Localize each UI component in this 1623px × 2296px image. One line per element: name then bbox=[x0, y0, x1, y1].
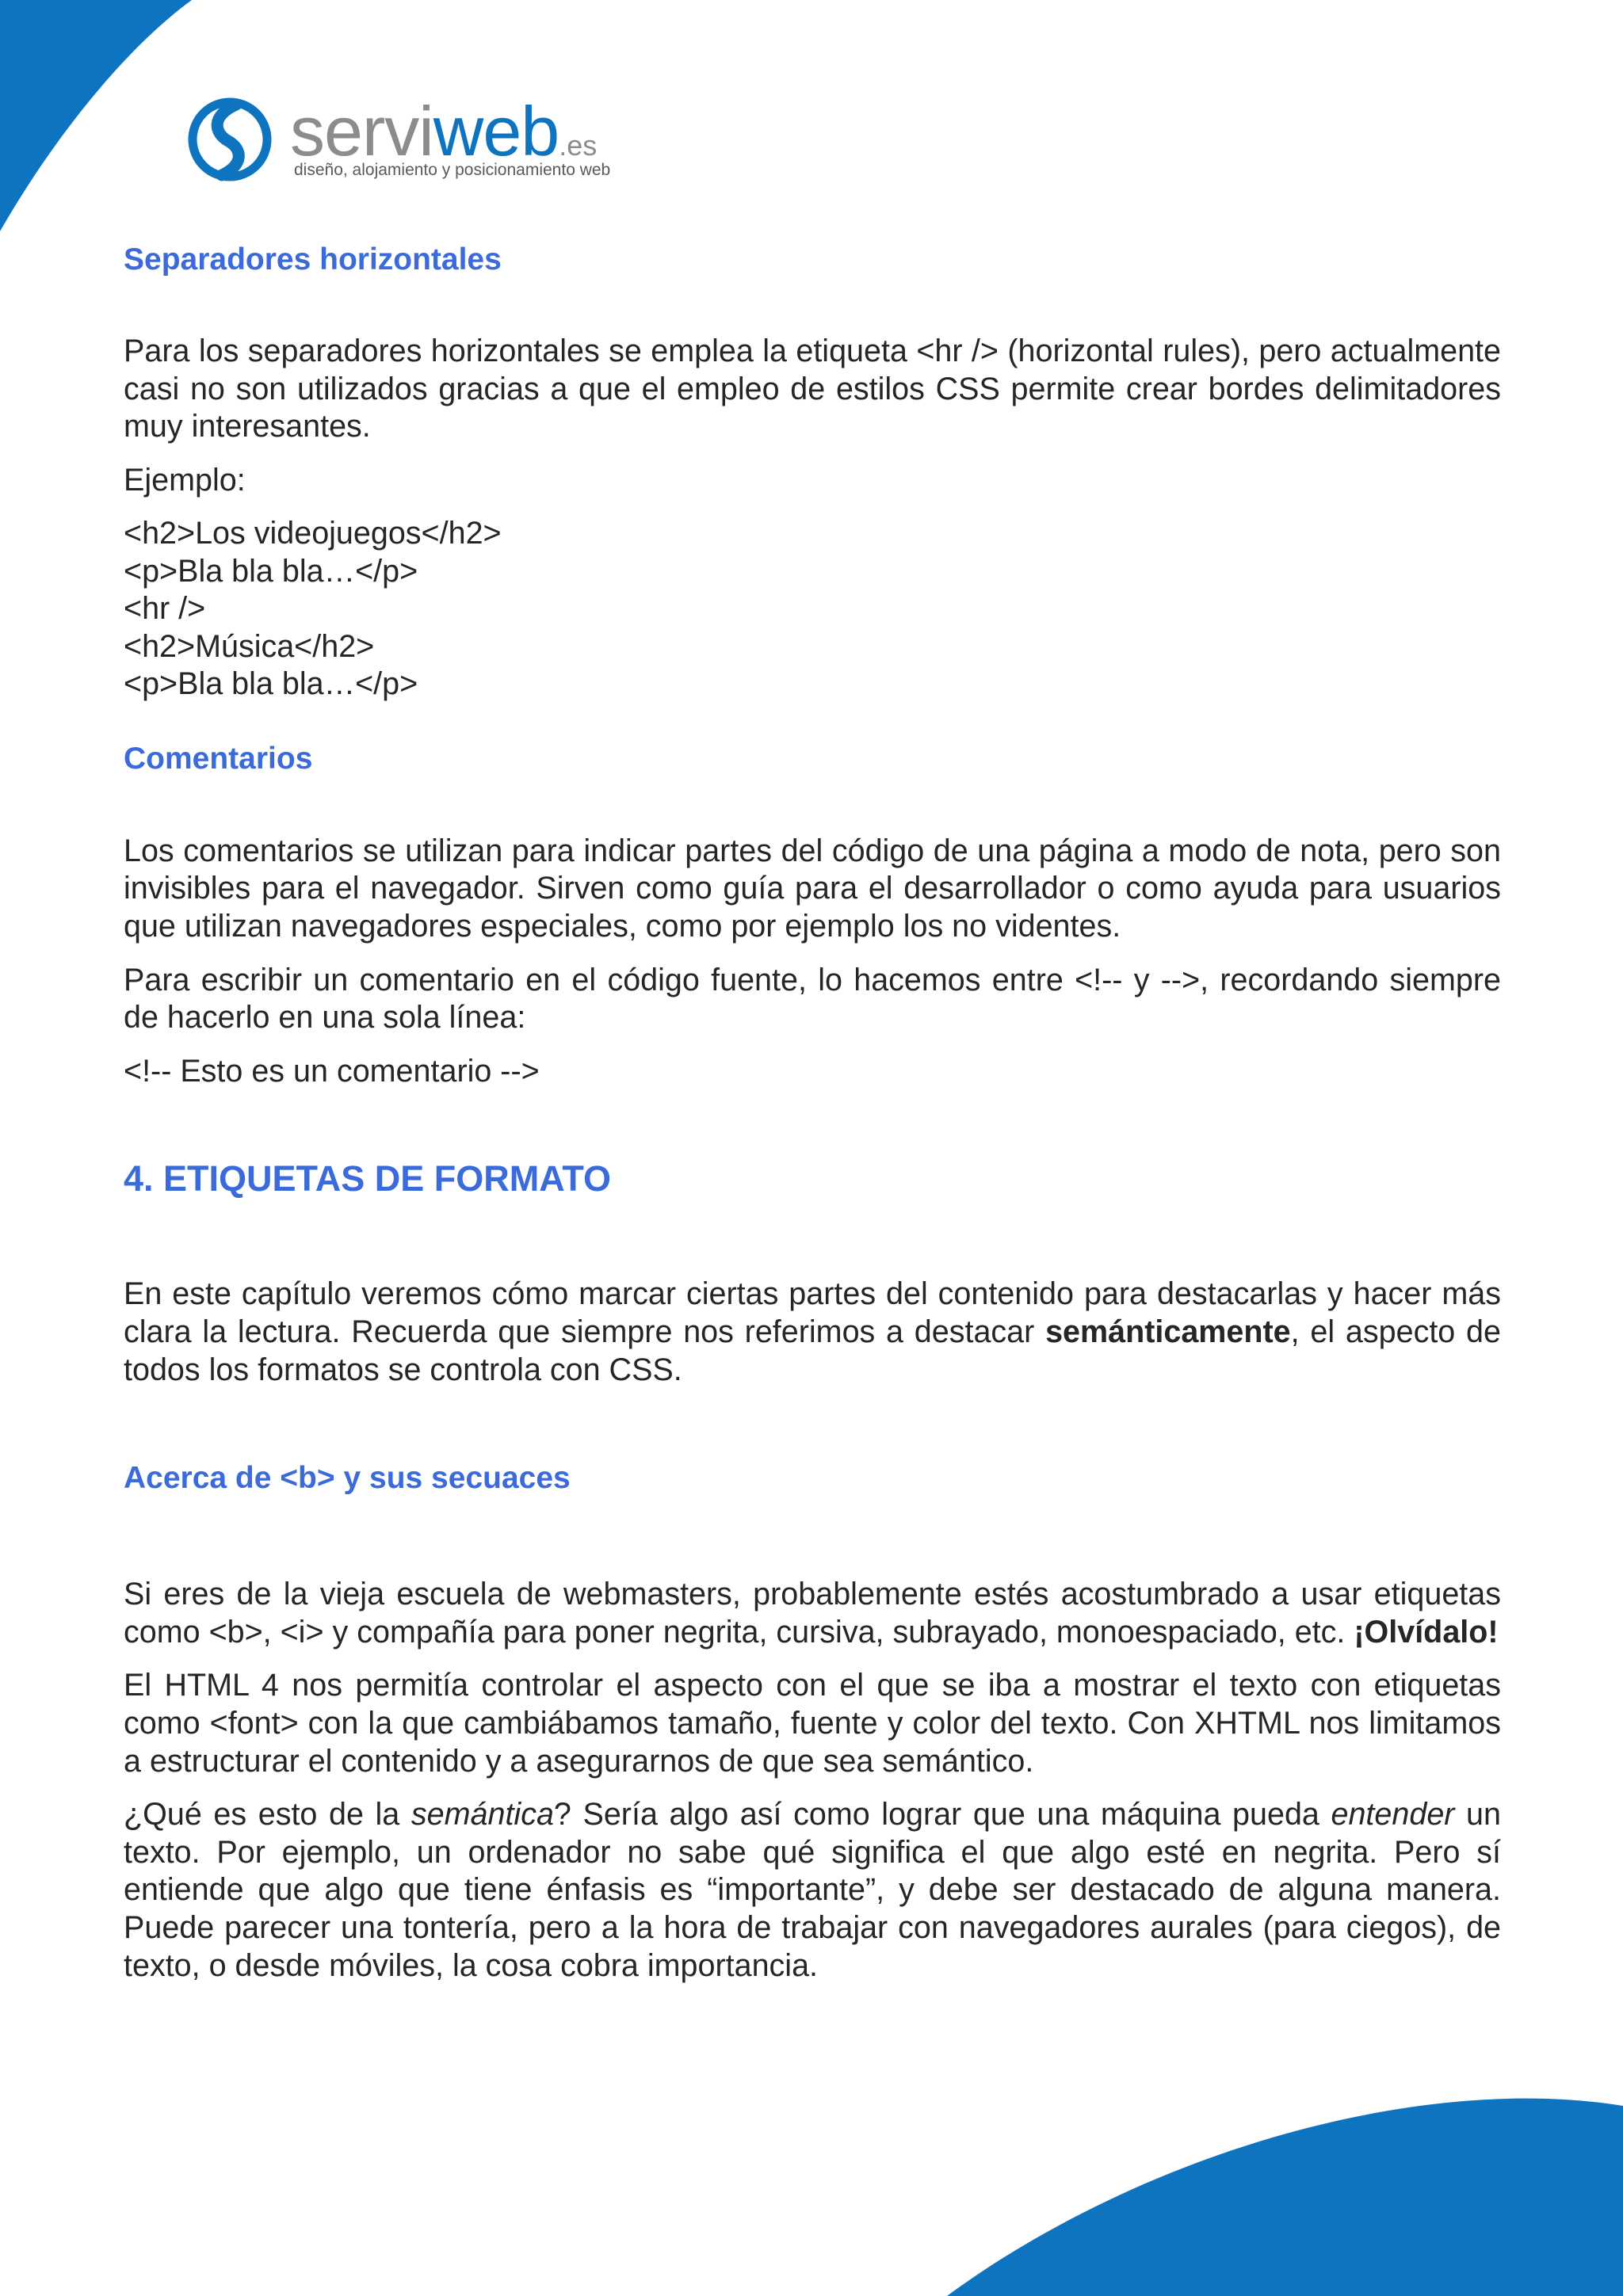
code-line: <h2>Los videojuegos</h2> bbox=[124, 516, 502, 551]
bold-olvidalo: ¡Olvídalo! bbox=[1354, 1614, 1499, 1650]
paragraph-comentarios-howto: Para escribir un comentario en el código fuente, lo hacemos entre <!-- y -->, recordando siempre de hacerlo en una sola línea: bbox=[124, 962, 1501, 1035]
paragraph-acerca-html4: El HTML 4 nos permitía controlar el aspecto con el que se iba a mostrar el texto con etiquetas como <font> con la que cambiábamos tamaño, fuente y color del texto. Con XHTML nos limitamos a estructurar el contenido y a asegurarnos de que sea semántico. bbox=[124, 1668, 1501, 1779]
heading-etiquetas-formato: 4. ETIQUETAS DE FORMATO bbox=[124, 1158, 612, 1199]
paragraph-acerca-semantica: ¿Qué es esto de la semántica? Sería algo así como lograr que una máquina pueda entender un texto. Por ejemplo, un ordenador no sabe qué significa el que algo esté en negrita. Pero sí entiende que algo que tiene énfasis es “importante”, y debe ser destacado de alguna manera. Puede parecer una tontería, pero a la hora de trabajar con navegadores aurales (para ciegos), de texto, o desde móviles, la cosa cobra importancia. bbox=[124, 1797, 1501, 1983]
bold-semanticamente: semánticamente bbox=[1045, 1314, 1291, 1350]
italic-entender: entender bbox=[1331, 1797, 1455, 1833]
paragraph-formato-intro: En este capítulo veremos cómo marcar ciertas partes del contenido para destacarlas y hacer más clara la lectura. Recuerda que siempre nos referimos a destacar semánticamente, el aspecto de todos los formatos se controla con CSS. bbox=[124, 1276, 1501, 1387]
code-example-hr bbox=[124, 515, 1501, 704]
paragraph-separadores-intro: Para los separadores horizontales se emplea la etiqueta <hr /> (horizontal rules), pero actualmente casi no son utilizados gracias a que el empleo de estilos CSS permite crear bordes delimitadores muy interesantes. bbox=[124, 334, 1501, 444]
code-line: <p>Bla bla bla…</p> bbox=[124, 666, 418, 702]
logo-tagline: diseño, alojamiento y posicionamiento web bbox=[294, 161, 611, 179]
heading-acerca-de-b: Acerca de <b> y sus secuaces bbox=[124, 1461, 571, 1496]
logo-wordmark-tld: .es bbox=[559, 129, 598, 162]
heading-comentarios: Comentarios bbox=[124, 741, 313, 776]
italic-semantica: semántica bbox=[411, 1797, 554, 1833]
logo-wordmark bbox=[290, 92, 598, 170]
heading-separadores: Separadores horizontales bbox=[124, 242, 502, 277]
document-body bbox=[124, 242, 1501, 1985]
serviweb-logo bbox=[187, 92, 631, 190]
logo-wordmark-servi: servi bbox=[290, 92, 433, 170]
comment-example: <!-- Esto es un comentario --> bbox=[124, 1053, 540, 1089]
paragraph-acerca-vieja-escuela: Si eres de la vieja escuela de webmasters, probablemente estés acostumbrado a usar etiquetas como <b>, <i> y compañía para poner negrita, cursiva, subrayado, monoespaciado, etc. ¡Olvídalo! bbox=[124, 1577, 1501, 1650]
code-line: <p>Bla bla bla…</p> bbox=[124, 553, 418, 589]
code-line: <hr /> bbox=[124, 591, 206, 627]
example-label: Ejemplo: bbox=[124, 462, 246, 498]
paragraph-comentarios-intro: Los comentarios se utilizan para indicar partes del código de una página a modo de nota, pero son invisibles para el navegador. Sirven como guía para el desarrollador o como ayuda para usuarios que utilizan navegadores especiales, como por ejemplo los no videntes. bbox=[124, 833, 1501, 944]
logo-wordmark-web: web bbox=[433, 92, 559, 170]
serviweb-logo-mark-icon bbox=[187, 95, 273, 184]
code-line: <h2>Música</h2> bbox=[124, 628, 375, 664]
